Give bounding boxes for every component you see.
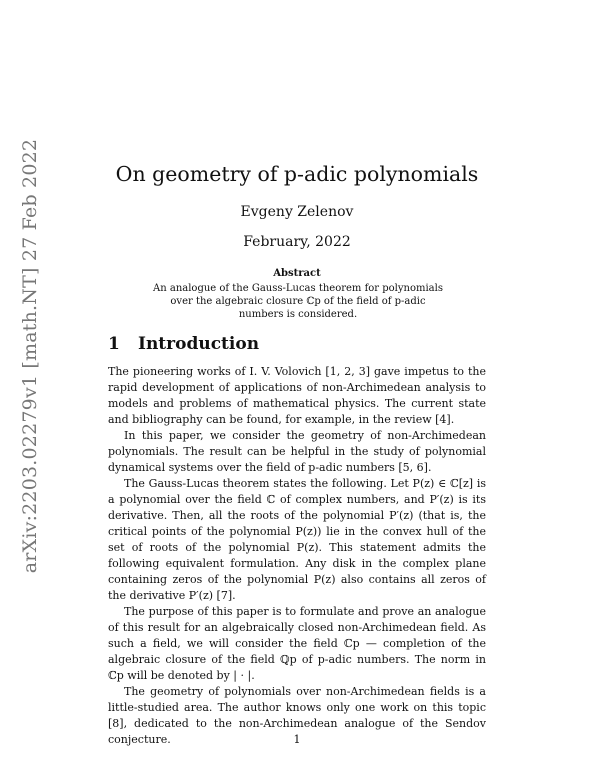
- section-number: 1: [108, 334, 120, 354]
- paragraph: The Gauss-Lucas theorem states the following. Let P(z) ∈ ℂ[z] is a polynomial over the field ℂ of complex numbers, and P′(z) is its derivative. Then, all the roots of the polynomial P′(z) (that is, the critical points of the polynomial P(z)) lie in the convex hull of the set of roots of the polynomial P(z). This statement admits the following equivalent formulation. Any disk in the complex plane containing zeros of the polynomial P(z) also contains all zeros of the derivative P′(z) [7].: [108, 477, 486, 602]
- page-number: 1: [293, 733, 301, 746]
- abstract-heading: Abstract: [273, 268, 321, 279]
- section-heading: [108, 334, 486, 354]
- paper-title: On geometry of p-adic polynomials: [115, 162, 479, 186]
- abstract-text: An analogue of the Gauss-Lucas theorem for polynomials over the algebraic closure ℂp of the field of p-adic numbers is considered.: [153, 283, 443, 321]
- author-name: Evgeny Zelenov: [240, 204, 354, 220]
- section-body: [108, 364, 486, 748]
- paragraph: The pioneering works of I. V. Volovich [1, 2, 3] gave impetus to the rapid development of applications of non-Archimedean analysis to models and problems of mathematical physics. The current state and bibliography can be found, for example, in the review [4].: [108, 365, 486, 426]
- arxiv-identifier: [19, 138, 41, 574]
- paragraph: The purpose of this paper is to formulate and prove an analogue of this result for an algebraically closed non-Archimedean field. As such a field, we will consider the field ℂp — completion of the algebraic closure of the field ℚp of p-adic numbers. The norm in ℂp will be denoted by | · |.: [108, 605, 486, 682]
- paper-date: February, 2022: [243, 234, 351, 250]
- paragraph: The geometry of polynomials over non-Archimedean fields is a little-studied area. The author knows only one work on this topic [8], dedicated to the non-Archimedean analogue of the Sendov conjecture.: [108, 685, 486, 746]
- arxiv-identifier-text: arXiv:2203.02279v1 [math.NT] 27 Feb 2022: [19, 138, 41, 574]
- paragraph: In this paper, we consider the geometry of non-Archimedean polynomials. The result can be helpful in the study of polynomial dynamical systems over the field of p-adic numbers [5, 6].: [108, 429, 486, 474]
- section-title: Introduction: [138, 334, 260, 354]
